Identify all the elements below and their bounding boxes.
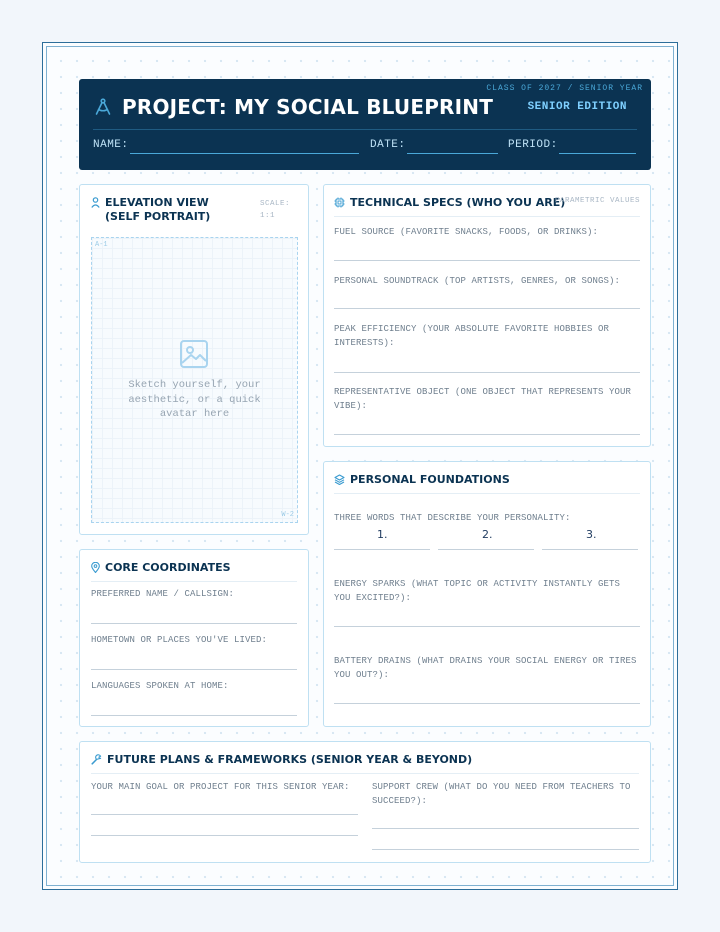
hometown-prompt: HOMETOWN OR PLACES YOU'VE LIVED: [91, 635, 268, 645]
map-pin-icon [91, 562, 100, 573]
title-divider [91, 773, 639, 774]
support-crew-line-1[interactable] [372, 828, 639, 829]
personal-foundations-title-text: PERSONAL FOUNDATIONS [350, 473, 510, 486]
energy-sparks-prompt: ENERGY SPARKS (WHAT TOPIC OR ACTIVITY INSTANTLY GETS YOU EXCITED?): [334, 579, 621, 603]
support-crew-prompt: SUPPORT CREW (WHAT DO YOU NEED FROM TEACHERS TO SUCCEED?): [372, 782, 631, 806]
battery-drains-line[interactable] [334, 703, 640, 704]
header-divider [93, 129, 637, 130]
corner-label-bottom: W-2 [281, 511, 294, 519]
core-coordinates-title-text: CORE COORDINATES [105, 561, 231, 574]
future-plans-card [79, 741, 651, 863]
dotted-grid-background [46, 46, 674, 886]
sketch-area[interactable] [91, 237, 298, 523]
personal-foundations-card [323, 461, 651, 727]
compass-icon [93, 97, 113, 117]
core-coordinates-title [91, 561, 231, 574]
support-crew-line-2[interactable] [372, 849, 639, 850]
representative-object-prompt: REPRESENTATIVE OBJECT (ONE OBJECT THAT REPRESENTS YOUR VIBE): [334, 387, 632, 411]
word-number-2: 2. [482, 528, 493, 541]
preferred-name-prompt: PREFERRED NAME / CALLSIGN: [91, 589, 235, 599]
corner-label-top: A-1 [95, 241, 108, 249]
fuel-source-line[interactable] [334, 260, 640, 261]
page-title: PROJECT: MY SOCIAL BLUEPRINT [122, 95, 494, 119]
peak-efficiency-prompt: PEAK EFFICIENCY (YOUR ABSOLUTE FAVORITE HOBBIES OR INTERESTS): [334, 324, 610, 348]
word-number-3: 3. [586, 528, 597, 541]
scale-value: 1:1 [260, 212, 276, 220]
soundtrack-prompt: PERSONAL SOUNDTRACK (TOP ARTISTS, GENRES, OR SONGS): [334, 276, 621, 286]
title-divider [334, 216, 640, 217]
energy-sparks-line[interactable] [334, 626, 640, 627]
senior-goal-line-2[interactable] [91, 835, 358, 836]
senior-goal-prompt: YOUR MAIN GOAL OR PROJECT FOR THIS SENIOR YEAR: [91, 782, 350, 792]
name-label: NAME: [93, 139, 129, 151]
future-plans-title [91, 753, 472, 766]
worksheet-page [42, 42, 678, 890]
technical-specs-title-text: TECHNICAL SPECS (WHO YOU ARE) [350, 196, 566, 209]
personal-foundations-title [334, 473, 510, 486]
image-icon [179, 339, 209, 369]
word-number-1: 1. [377, 528, 388, 541]
period-label: PERIOD: [508, 139, 558, 151]
three-words-prompt: THREE WORDS THAT DESCRIBE YOUR PERSONALITY: [334, 513, 571, 523]
title-divider [91, 581, 297, 582]
soundtrack-line[interactable] [334, 308, 640, 309]
word-1-line[interactable] [334, 549, 430, 550]
preferred-name-line[interactable] [91, 623, 297, 624]
person-icon [91, 197, 100, 208]
date-field[interactable] [407, 153, 498, 154]
technical-specs-card [323, 184, 651, 447]
core-coordinates-card [79, 549, 309, 727]
scale-note [260, 198, 290, 222]
sketch-hint: Sketch yourself, your aesthetic, or a quick avatar here [128, 379, 261, 420]
title-divider [334, 493, 640, 494]
chip-icon [334, 197, 345, 208]
header-fields [93, 139, 637, 155]
title-block [79, 79, 651, 170]
technical-specs-title [334, 196, 565, 209]
layers-icon [334, 474, 345, 485]
peak-efficiency-line[interactable] [334, 372, 640, 373]
class-of-label: CLASS OF 2027 / SENIOR YEAR [486, 84, 643, 93]
edition-badge: SENIOR EDITION [527, 101, 627, 113]
name-field[interactable] [130, 153, 359, 154]
scale-label: SCALE: [260, 200, 291, 208]
date-label: DATE: [370, 139, 406, 151]
languages-prompt: LANGUAGES SPOKEN AT HOME: [91, 681, 229, 691]
period-field[interactable] [559, 153, 636, 154]
elevation-view-title [91, 196, 241, 224]
elevation-view-title-text: ELEVATION VIEW (SELF PORTRAIT) [105, 196, 211, 223]
word-3-line[interactable] [542, 549, 638, 550]
title-row [93, 95, 493, 119]
hometown-line[interactable] [91, 669, 297, 670]
word-2-line[interactable] [438, 549, 534, 550]
wrench-icon [91, 754, 102, 765]
future-plans-title-text: FUTURE PLANS & FRAMEWORKS (SENIOR YEAR & BEYOND) [107, 753, 473, 766]
fuel-source-prompt: FUEL SOURCE (FAVORITE SNACKS, FOODS, OR DRINKS): [334, 227, 599, 237]
elevation-view-card [79, 184, 309, 535]
battery-drains-prompt: BATTERY DRAINS (WHAT DRAINS YOUR SOCIAL ENERGY OR TIRES YOU OUT?): [334, 656, 637, 680]
languages-line[interactable] [91, 715, 297, 716]
senior-goal-line-1[interactable] [91, 814, 358, 815]
representative-object-line[interactable] [334, 434, 640, 435]
parametric-values-note: PARAMETRIC VALUES [554, 197, 640, 205]
